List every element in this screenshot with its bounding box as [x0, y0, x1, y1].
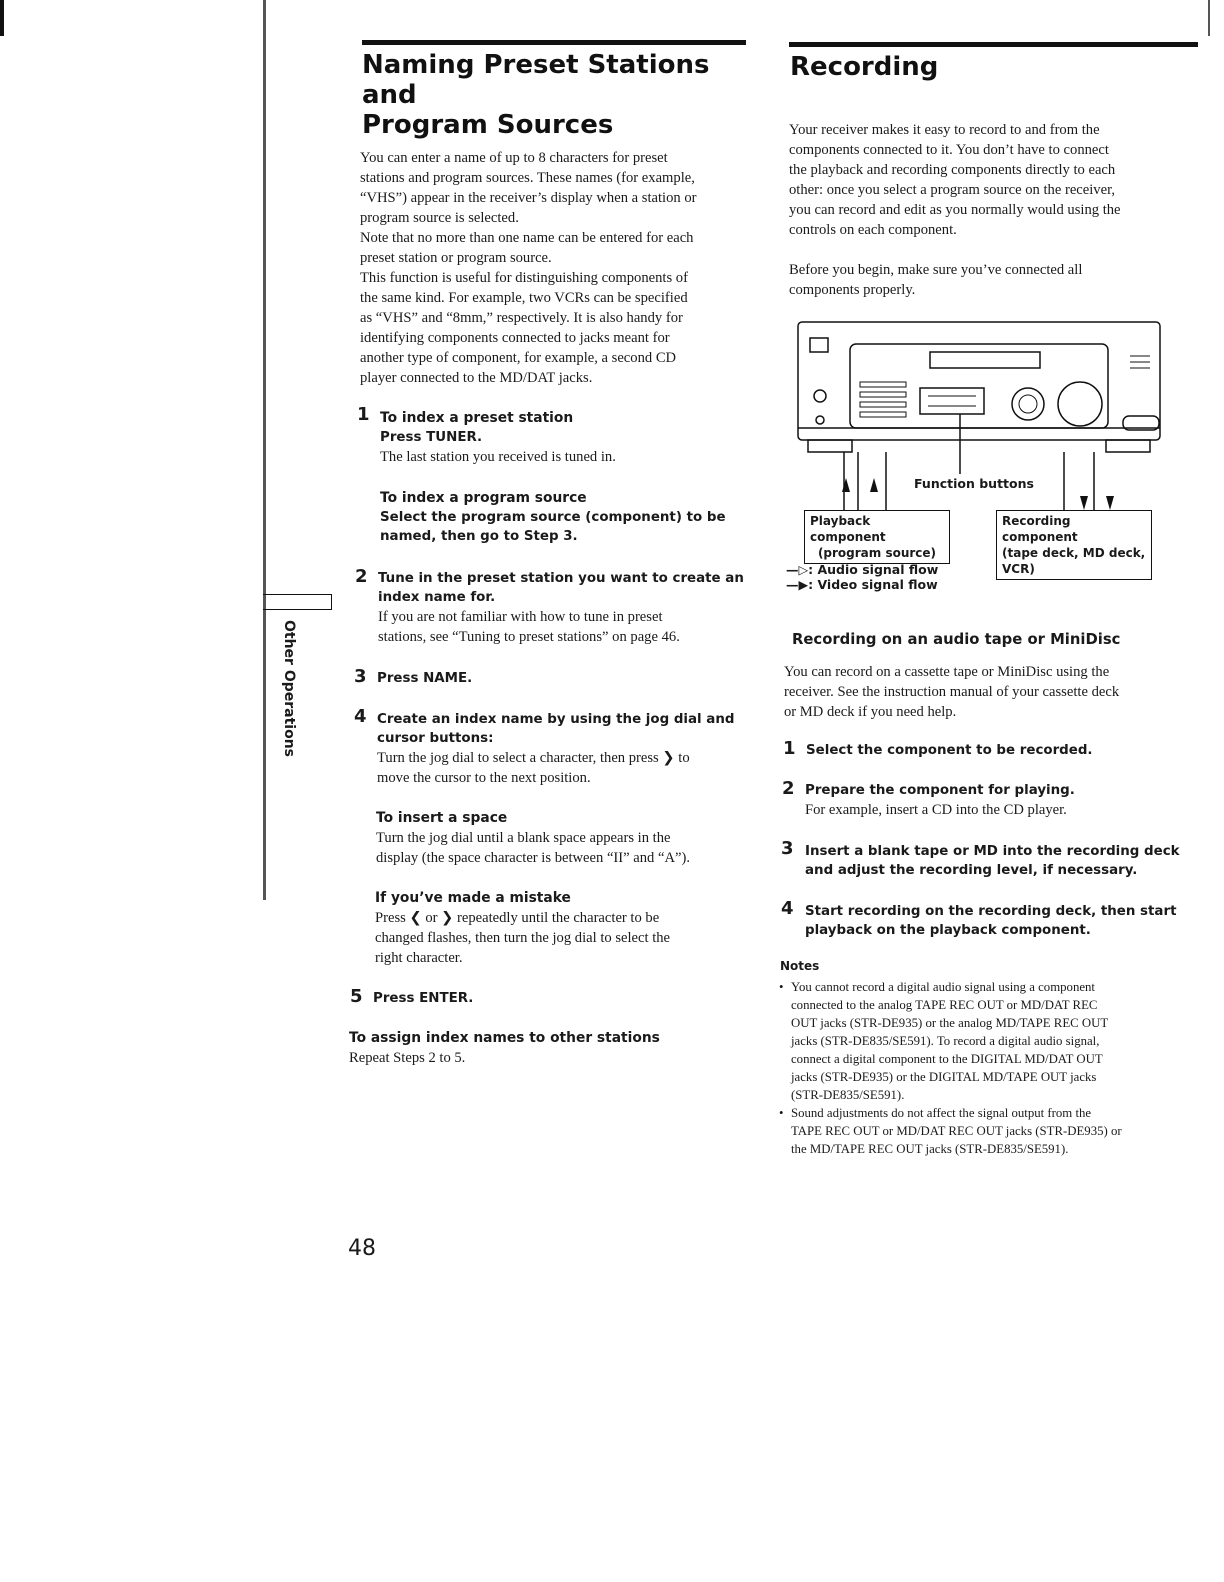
- right-step-4-number: 4: [781, 898, 794, 919]
- left-step-2-number: 2: [355, 566, 368, 587]
- receiver-body: [798, 322, 1160, 440]
- video-arrow-icon: —▶: [786, 577, 809, 592]
- side-tab: Other Operations: [281, 620, 297, 758]
- right-step-1-number: 1: [783, 738, 796, 759]
- right-intro: Your receiver makes it easy to record to and from the components connected to it. You don’t have to connect the playback and recording components directly to each other: once you select a program source on the receiver, you can record and edit as you normally would using the controls on each component.: [789, 122, 1121, 238]
- right-step-3: Insert a blank tape or MD into the recording deck and adjust the recording level, if necessary.: [805, 844, 1180, 878]
- jog-dial: [1012, 388, 1044, 420]
- step-1-action: Press TUNER.: [380, 430, 483, 445]
- left-intro: You can enter a name of up to 8 characters for preset stations and program sources. These names (for example, “VHS”) appear in the receiver’s display when a station or program source is selected. Note that no more than one name can be entered for each preset station or program source. This function is useful for distinguishing components of the same kind. For example, two VCRs can be specified as “VHS” and “8mm,” respectively. It is also handy for identifying components connected to jacks meant for another type of component, for example, a second CD player connected to the MD/DAT jacks.: [360, 150, 697, 386]
- volume-knob: [1058, 382, 1102, 426]
- binding-mark-right: [1208, 0, 1210, 36]
- insert-space-block: To insert a space Turn the jog dial until a blank space appears in the display (the space character is between “II” and “A”).: [376, 810, 691, 866]
- front-panel: [850, 344, 1108, 428]
- left-step-1-number: 1: [357, 404, 370, 425]
- function-buttons: [920, 388, 984, 414]
- left-step-4: Create an index name by using the jog dial and cursor buttons: Turn the jog dial to select a character, then press ❯ to move the cursor to the next position.: [377, 712, 735, 786]
- left-step-5-number: 5: [350, 986, 363, 1007]
- left-step-5-title: Press ENTER.: [373, 991, 474, 1006]
- power-indicator: [810, 338, 828, 352]
- step-1-heading: To index a preset station: [380, 410, 574, 426]
- display-window: [930, 352, 1040, 368]
- note-2: • Sound adjustments do not affect the signal output from the TAPE REC OUT or MD/DAT REC OUT jacks (STR-DE935) or the MD/TAPE REC OUT jacks (STR-DE835/SE591).: [779, 1104, 1169, 1158]
- right-step-1-title: Select the component to be recorded.: [806, 743, 1093, 758]
- right-step-3-number: 3: [781, 838, 794, 859]
- section-intro: You can record on a cassette tape or MiniDisc using the receiver. See the instruction manual of your cassette deck or MD deck if you need help.: [784, 664, 1120, 720]
- left-title: Naming Preset Stations and Program Sources: [362, 50, 710, 140]
- left-step-4-number: 4: [354, 706, 367, 727]
- right-step-2: Prepare the component for playing. For example, insert a CD into the CD player.: [805, 783, 1075, 818]
- side-tab-marker: [263, 594, 332, 610]
- left-step-2: Tune in the preset station you want to create an index name for. If you are not familiar with how to tune in preset stations, see “Tuning to preset stations” on page 46.: [378, 571, 744, 645]
- right-title-rule: [789, 42, 1198, 47]
- note-1: • You cannot record a digital audio signal using a component connected to the analog TAPE REC OUT or MD/DAT REC OUT jacks (STR-DE935) or the analog MD/TAPE REC OUT jacks (STR-DE835/SE591). To record a digital audio signal, connect a digital component to the DIGITAL MD/DAT OUT jacks (STR-DE935) or the DIGITAL MD/TAPE OUT jacks (STR-DE835/SE591).: [779, 978, 1169, 1104]
- recording-component-label: Recording component (tape deck, MD deck, VCR): [996, 510, 1152, 580]
- right-before: Before you begin, make sure you’ve connected all components properly.: [789, 262, 1083, 298]
- left-step-3-number: 3: [354, 666, 367, 687]
- right-step-2-number: 2: [782, 778, 795, 799]
- notes-list: [779, 978, 1169, 1158]
- binding-line: [263, 0, 266, 900]
- left-step-3-title: Press NAME.: [377, 671, 473, 686]
- right-step-4: Start recording on the recording deck, then start playback on the playback component.: [805, 904, 1177, 938]
- mistake-block: If you’ve made a mistake Press ❮ or ❯ repeatedly until the character to be changed flashes, then turn the jog dial to select the right character.: [375, 890, 671, 966]
- section-title: Recording on an audio tape or MiniDisc: [792, 631, 1121, 648]
- function-buttons-label: Function buttons: [914, 476, 1034, 491]
- legend: —▷: Audio signal flow —▶: Video signal flow: [786, 562, 939, 592]
- step-1-text: The last station you received is tuned in.: [380, 449, 616, 465]
- power-button: [814, 390, 826, 402]
- playback-component-label: Playback component (program source): [804, 510, 950, 564]
- binding-mark: [0, 0, 4, 36]
- left-title-rule: [362, 40, 746, 45]
- left-step-1: [380, 408, 750, 467]
- left-step-1b: To index a program source Select the program source (component) to be named, then go to Step 3.: [380, 488, 750, 546]
- page-number: 48: [348, 1236, 376, 1261]
- right-title: Recording: [790, 52, 939, 82]
- step-1b-heading: To index a program source: [380, 490, 587, 506]
- audio-arrow-icon: —▷: [786, 562, 809, 577]
- notes-title: Notes: [780, 959, 820, 973]
- assign-block: To assign index names to other stations Repeat Steps 2 to 5.: [349, 1030, 660, 1066]
